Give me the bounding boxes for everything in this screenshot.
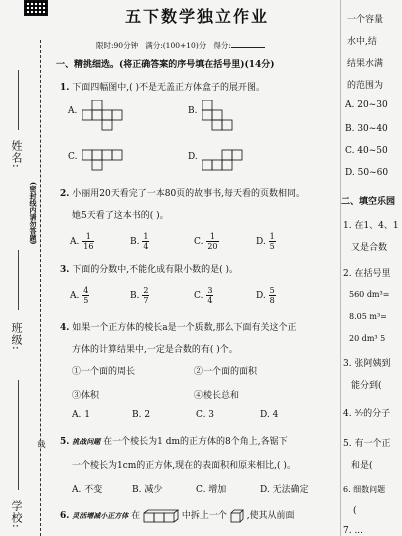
- class-underline: [18, 250, 19, 310]
- q4-option-b[interactable]: B. 2: [132, 410, 151, 420]
- q3-option-b[interactable]: [130, 286, 149, 305]
- q1-net-d-diagram: [202, 146, 262, 178]
- q3-option-d[interactable]: [256, 286, 276, 305]
- exam-meta: [96, 40, 265, 51]
- question-6-tag: 灵活增减小正方体: [72, 511, 129, 520]
- time-limit: 限时:90分钟: [96, 41, 139, 50]
- right-line-19: 5. 有一个正: [343, 439, 391, 449]
- numerator: 1: [269, 232, 275, 241]
- denominator: 5: [269, 242, 275, 251]
- right-line-20: 和是(: [351, 461, 373, 471]
- q3-option-a[interactable]: [70, 286, 89, 305]
- denominator: 16: [83, 242, 94, 251]
- numerator: 4: [83, 286, 89, 295]
- question-3: [60, 262, 238, 275]
- score-label: 得分:: [213, 41, 231, 50]
- q4-item-3: ③体积: [72, 391, 100, 401]
- q2-option-d[interactable]: [256, 232, 276, 251]
- denominator: 5: [83, 296, 89, 305]
- numerator: 5: [269, 286, 275, 295]
- school-underline: [18, 380, 19, 490]
- q4-option-a[interactable]: A. 1: [72, 410, 90, 420]
- seal-line-label: 线: [37, 440, 46, 449]
- right-line-21: 6. 细数问题: [343, 485, 386, 494]
- q2-option-a-fraction: [82, 232, 94, 251]
- question-6-number: 6.: [60, 511, 70, 521]
- q3-option-b-label: B.: [130, 291, 140, 301]
- question-2-line1: 小丽用20天看完了一本80页的故事书,每天看的页数相同。: [72, 189, 306, 199]
- q2-option-c-label: C.: [194, 237, 204, 247]
- right-option-a[interactable]: A. 20~30: [345, 100, 388, 110]
- denominator: 4: [143, 242, 149, 251]
- q2-option-d-fraction: [269, 232, 276, 251]
- section-1-title: 一、精挑细选。(将正确答案的序号填在括号里)(14分): [56, 60, 275, 70]
- denominator: 4: [207, 296, 213, 305]
- q2-option-a[interactable]: [70, 232, 94, 251]
- q2-option-c-fraction: [206, 232, 218, 251]
- right-line-23: 7. ...: [343, 526, 364, 536]
- question-6-text-c: ,使其从前面: [246, 511, 295, 521]
- right-line-4: 的范围为: [347, 81, 384, 91]
- question-5-number: 5.: [60, 437, 70, 447]
- denominator: 7: [143, 296, 149, 305]
- question-6-text-b: 中拆上一个: [181, 511, 227, 521]
- question-4: [60, 320, 297, 333]
- numerator: 3: [207, 286, 213, 295]
- q3-option-c-fraction: [206, 286, 213, 305]
- next-page-column: [340, 0, 402, 536]
- question-1-text: 下面四幅图中,( )不是无盖正方体盒子的展开图。: [72, 83, 266, 93]
- right-line-13: 560 dm³=: [349, 290, 390, 299]
- q3-option-b-fraction: [142, 286, 149, 305]
- q5-option-a[interactable]: A. 不变: [72, 485, 103, 495]
- q3-option-c-label: C.: [194, 291, 204, 301]
- main-column: [56, 0, 338, 536]
- question-1-number: 1.: [60, 83, 70, 93]
- question-1: [60, 80, 265, 93]
- right-line-12: 2. 在括号里: [343, 269, 391, 279]
- q2-option-b-fraction: [142, 232, 149, 251]
- binding-strip: [0, 0, 60, 536]
- q1-net-c-diagram: [82, 146, 142, 178]
- right-line-17: 能分到(: [351, 381, 382, 391]
- cube-row-diagram: [143, 509, 179, 523]
- q4-option-d[interactable]: D. 4: [260, 410, 279, 420]
- question-2-number: 2.: [60, 189, 70, 199]
- score-blank[interactable]: [231, 47, 265, 48]
- q1-option-d[interactable]: D.: [188, 152, 198, 162]
- q4-item-4: ④棱长总和: [194, 391, 240, 401]
- question-5-line2: 一个棱长为1cm的正方体,现在的表面积和原来相比,( )。: [72, 461, 296, 471]
- school-label: 学校:: [10, 500, 23, 529]
- question-5-line1: 在一个棱长为1 dm的正方体的8个角上,各锯下: [103, 437, 288, 447]
- q1-option-b[interactable]: B.: [188, 106, 198, 116]
- q5-option-c[interactable]: C. 增加: [196, 485, 227, 495]
- full-score: 满分:(100+10)分: [145, 41, 207, 50]
- q2-option-a-label: A.: [70, 237, 80, 247]
- seal-note: (密封线内请勿答题): [29, 182, 38, 245]
- q4-item-2: ②一个面的面积: [194, 367, 258, 377]
- denominator: 8: [269, 296, 275, 305]
- numerator: 2: [143, 286, 149, 295]
- right-line-11: 又是合数: [351, 243, 388, 253]
- q2-option-c[interactable]: [194, 232, 219, 251]
- numerator: 1: [82, 232, 94, 242]
- right-line-14: 8.05 m³=: [349, 312, 387, 321]
- right-line-16: 3. 张阿姨到: [343, 359, 391, 369]
- question-2-line2: 她5天看了这本书的( )。: [72, 211, 169, 221]
- numerator: 1: [143, 232, 149, 241]
- question-5: [60, 434, 288, 447]
- section-2-title: 二、填空乐园: [341, 197, 396, 207]
- question-6: [60, 508, 295, 523]
- q3-option-a-fraction: [82, 286, 89, 305]
- q1-option-c[interactable]: C.: [68, 152, 78, 162]
- q3-option-d-label: D.: [256, 291, 266, 301]
- question-3-text: 下面的分数中,不能化成有限小数的是( )。: [72, 265, 239, 275]
- seal-line: [40, 40, 41, 536]
- question-5-tag: 挑战问题: [72, 437, 101, 446]
- right-line-2: 水中,结: [347, 37, 377, 47]
- numerator: 1: [206, 232, 218, 242]
- name-underline: [18, 70, 19, 130]
- right-line-10: 1. 在1、4、1: [343, 221, 399, 231]
- q1-net-b-diagram: [202, 100, 262, 142]
- right-line-1: 一个容量: [347, 15, 384, 25]
- right-option-b[interactable]: B. 30~40: [345, 124, 388, 134]
- class-label: 班级:: [10, 322, 23, 351]
- q2-option-b-label: B.: [130, 237, 140, 247]
- q3-option-a-label: A.: [70, 291, 80, 301]
- right-line-15: 20 dm³ 5: [349, 334, 386, 343]
- question-3-number: 3.: [60, 265, 70, 275]
- right-option-c[interactable]: C. 40~50: [345, 146, 388, 156]
- right-option-d[interactable]: D. 50~60: [345, 168, 389, 178]
- single-cube-icon: [230, 509, 244, 523]
- q3-option-c[interactable]: [194, 286, 213, 305]
- q4-option-c[interactable]: C. 3: [196, 410, 215, 420]
- q5-option-b[interactable]: B. 减少: [132, 485, 163, 495]
- question-2: [60, 186, 305, 199]
- name-label: 姓名:: [10, 140, 23, 169]
- q2-option-b[interactable]: [130, 232, 149, 251]
- denominator: 20: [207, 242, 218, 251]
- q1-option-a[interactable]: A.: [68, 106, 78, 116]
- question-4-line2: 方体的计算结果中,一定是合数的有( )个。: [72, 345, 238, 355]
- right-line-3: 结果水满: [347, 59, 384, 69]
- page-title: 五下数学独立作业: [124, 7, 269, 26]
- q2-option-d-label: D.: [256, 237, 266, 247]
- question-4-number: 4.: [60, 323, 70, 333]
- right-line-22: (: [353, 506, 357, 516]
- q4-item-1: ①一个面的周长: [72, 367, 136, 377]
- q1-net-a-diagram: [82, 100, 142, 142]
- q3-option-d-fraction: [269, 286, 276, 305]
- question-6-text-a: 在: [131, 511, 141, 521]
- question-4-line1: 如果一个正方体的棱长a是一个质数,那么下面有关这个正: [72, 323, 297, 333]
- right-line-18: 4. ³⁄₇的分子: [343, 409, 391, 419]
- q5-option-d[interactable]: D. 无法确定: [260, 485, 309, 495]
